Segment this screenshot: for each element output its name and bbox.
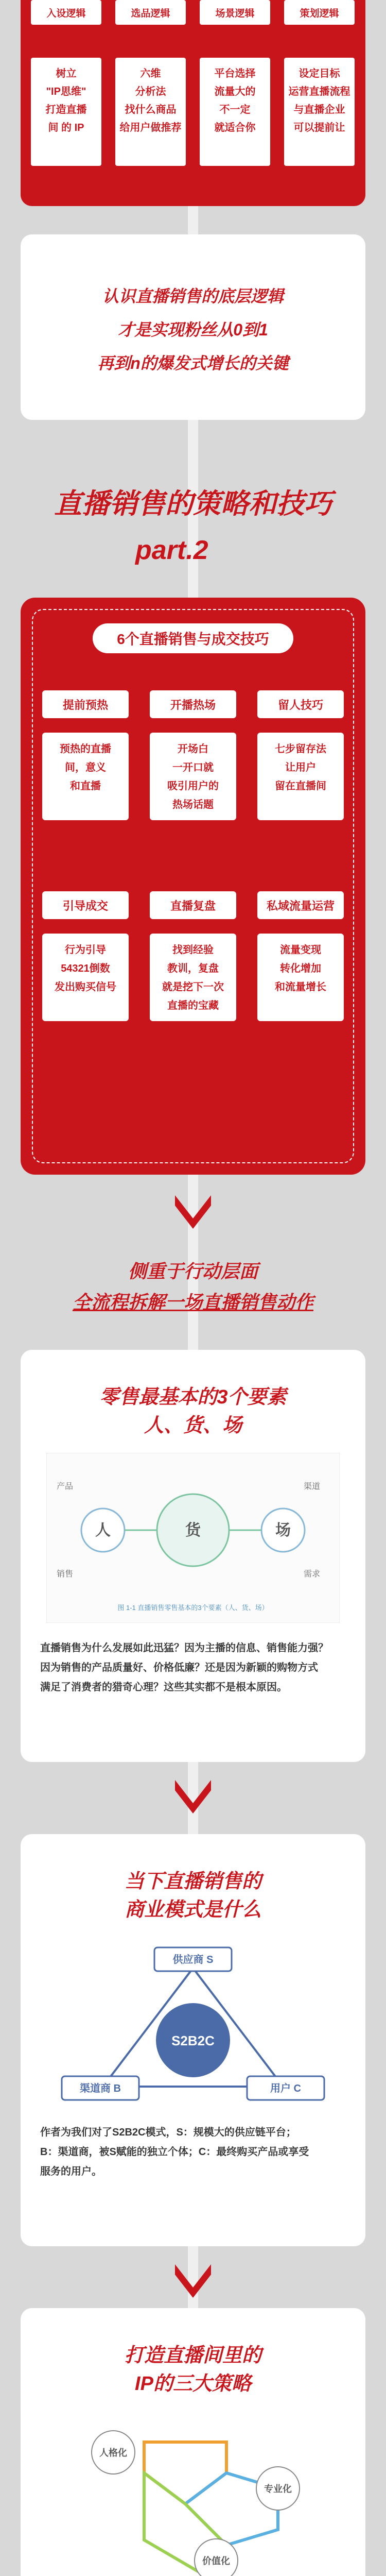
logic-text: 不一定 <box>219 104 251 115</box>
tip-text: 吸引用户的 <box>167 781 219 792</box>
down-arrow-icon <box>170 1775 216 1821</box>
quote-card <box>21 234 365 420</box>
tip-text: 教训，复盘 <box>167 963 219 974</box>
logic-table <box>31 0 355 185</box>
tips-title: 6个直播销售与成交技巧 <box>93 623 293 653</box>
diagram-node: 供应商 S <box>172 1954 214 1965</box>
logic-column <box>115 58 186 166</box>
diagram-label: 渠道 <box>304 1482 321 1491</box>
tip-body <box>257 733 344 820</box>
tip-text: 流量变现 <box>280 944 321 956</box>
people-goods-place-diagram <box>46 1453 340 1623</box>
tip-text: 转化增加 <box>280 963 321 974</box>
diagram-node: 价值化 <box>202 2556 230 2566</box>
diagram-label: 需求 <box>304 1570 321 1579</box>
tip-body <box>150 934 236 1021</box>
tip-text: 让用户 <box>285 762 316 773</box>
card-body <box>40 2123 346 2181</box>
quote-line: 才是实现粉丝从0到1 <box>118 320 268 339</box>
logic-header: 场景逻辑 <box>200 0 270 25</box>
card-title: 打造直播间里的 <box>124 2345 261 2366</box>
tip-head: 留人技巧 <box>257 690 344 718</box>
diagram-label: 产品 <box>57 1482 74 1491</box>
tip-text: 和流量增长 <box>275 981 326 993</box>
tip-text: 发出购买信号 <box>55 981 116 993</box>
tip-head: 开播热场 <box>150 690 236 718</box>
people-goods-place-card <box>21 1350 365 1762</box>
s2b2c-diagram <box>51 1937 335 2107</box>
card-title: IP的三大策略 <box>135 2373 251 2395</box>
ip-strategies-card <box>21 2308 365 2576</box>
card-title: 人、货、场 <box>144 1415 242 1436</box>
card-title: 零售最基本的3个要素 <box>99 1386 287 1408</box>
logic-text: 流量大的 <box>214 86 256 97</box>
tip-body <box>42 934 129 1021</box>
diagram-center: S2B2C <box>171 2033 215 2048</box>
tip-text: 留在直播间 <box>275 781 326 792</box>
tip-text: 间，意义 <box>65 762 106 773</box>
diagram-label: 场 <box>275 1522 291 1539</box>
logic-text: "IP思维" <box>46 86 86 97</box>
logic-header: 选品逻辑 <box>115 0 186 25</box>
tip-text: 预热的直播 <box>60 743 111 755</box>
body-line: 作者为我们对了S2B2C模式，S：规模大的供应链平台； <box>40 2127 296 2138</box>
body-line: B：渠道商，被S赋能的独立个体；C：最终购买产品或享受 <box>40 2146 309 2158</box>
tip-head: 提前预热 <box>42 690 129 718</box>
tip-body <box>150 733 236 820</box>
logic-text: 找什么商品 <box>125 104 177 115</box>
diagram-label: 人 <box>95 1522 111 1539</box>
ip-strategies-diagram <box>51 2411 335 2576</box>
tip-text: 就是挖下一次 <box>162 981 224 993</box>
tip-text: 54321倒数 <box>61 963 110 974</box>
down-arrow-icon <box>170 2259 216 2306</box>
logic-text: 树立 <box>56 68 77 79</box>
tip-text: 直播的宝藏 <box>167 1000 219 1011</box>
logic-column <box>200 58 270 166</box>
logic-text: 给用户做推荐 <box>119 122 182 133</box>
sub-headline: 全流程拆解一场直播销售动作 <box>72 1292 313 1313</box>
business-model-card <box>21 1834 365 2246</box>
body-line: 服务的用户。 <box>40 2166 102 2177</box>
tip-text: 找到经验 <box>172 944 214 956</box>
logic-text: 平台选择 <box>214 68 256 79</box>
logic-text: 与直播企业 <box>293 104 345 115</box>
diagram-label: 销售 <box>57 1570 74 1579</box>
logic-text: 就适合你 <box>214 122 256 133</box>
tip-body <box>42 733 129 820</box>
tip-text: 七步留存法 <box>275 743 326 755</box>
down-arrow-icon <box>170 1190 216 1236</box>
logic-text: 打造直播 <box>45 104 87 115</box>
logic-text: 六维 <box>140 68 161 79</box>
logic-text: 设定目标 <box>299 68 340 79</box>
card-title: 商业模式是什么 <box>124 1899 261 1921</box>
tip-text: 行为引导 <box>65 944 106 956</box>
logic-text: 间 的 IP <box>48 122 84 133</box>
body-line: 直播销售为什么发展如此迅猛？因为主播的信息、销售能力强？ <box>40 1642 328 1654</box>
card-body <box>40 1638 346 1697</box>
body-line: 满足了消费者的猎奇心理？这些其实都不是根本原因。 <box>40 1682 287 1693</box>
logic-header: 入设逻辑 <box>31 0 101 25</box>
diagram-node: 用户 C <box>270 2083 301 2094</box>
section-title: 直播销售的策略和技巧 <box>54 488 332 519</box>
sub-headline: 侧重于行动层面 <box>128 1261 258 1282</box>
tips-card <box>21 598 365 1175</box>
card-title: 当下直播销售的 <box>124 1871 261 1892</box>
part-label: part.2 <box>135 535 208 565</box>
tip-body <box>257 934 344 1021</box>
tip-text: 热场话题 <box>172 799 214 810</box>
logic-text: 分析法 <box>135 86 166 97</box>
tip-head: 直播复盘 <box>150 891 236 919</box>
logic-text: 运营直播流程 <box>288 86 350 97</box>
diagram-node: 渠道商 B <box>80 2083 121 2094</box>
logic-text: 可以提前让 <box>293 122 345 133</box>
quote-line: 认识直播销售的底层逻辑 <box>102 287 284 306</box>
tip-head: 引导成交 <box>42 891 129 919</box>
logic-header: 策划逻辑 <box>284 0 355 25</box>
tip-text: 开场白 <box>178 743 208 755</box>
tip-text: 一开口就 <box>172 762 214 773</box>
diagram-node: 专业化 <box>264 2484 292 2494</box>
tip-head: 私域流量运营 <box>257 891 344 919</box>
logic-column <box>284 58 355 166</box>
tip-text: 和直播 <box>70 781 101 792</box>
diagram-node: 人格化 <box>99 2448 127 2458</box>
diagram-label: 货 <box>185 1522 201 1539</box>
diagram-caption: 图 1-1 直播销售零售基本的3个要素（人、货、场） <box>117 1604 269 1612</box>
logic-column <box>31 58 101 166</box>
quote-line: 再到n的爆发式增长的关键 <box>97 354 289 372</box>
body-line: 因为销售的产品质量好、价格低廉？还是因为新颖的购物方式 <box>40 1662 318 1673</box>
